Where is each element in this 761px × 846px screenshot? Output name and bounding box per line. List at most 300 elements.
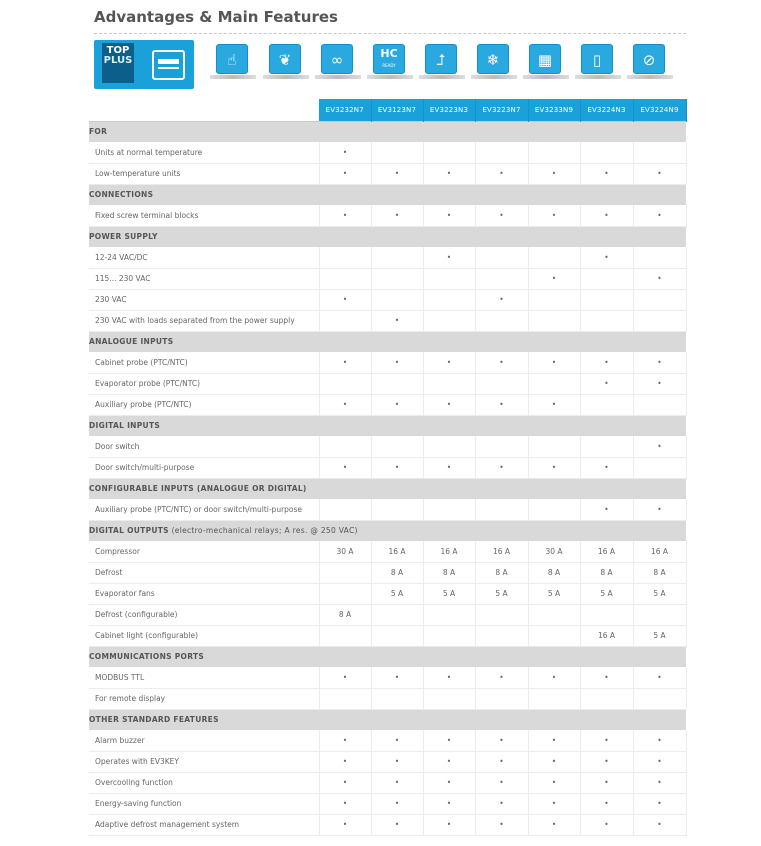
table-row (89, 730, 686, 751)
table-cell (580, 352, 633, 373)
table-row (89, 541, 686, 562)
table-cell (528, 667, 580, 688)
energy-saving-icon[interactable]: ❦ (269, 44, 301, 74)
features-table (89, 99, 687, 836)
modbus-icon[interactable]: ▦ (529, 44, 561, 74)
table-cell (475, 268, 528, 289)
table-cell (580, 793, 633, 814)
model-header: EV3233N9 (528, 99, 580, 121)
section-title-text: DIGITAL OUTPUTS (89, 526, 169, 536)
bullet-mark: • (394, 778, 400, 787)
bullet-mark: • (499, 357, 504, 367)
bullet-mark: • (604, 757, 609, 766)
table-cell (319, 373, 371, 394)
bullet-mark: • (551, 400, 557, 409)
table-row (89, 499, 686, 520)
current-rating: 8 A (338, 610, 352, 619)
table-cell (633, 436, 686, 457)
section-subtitle: (electro-mechanical relays; A res. @ 250 VAC) (168, 526, 358, 536)
current-rating: 30 A (336, 546, 354, 556)
bullet-mark: • (342, 672, 348, 682)
bullet-mark: • (446, 400, 452, 409)
current-rating: 5 A (442, 589, 456, 598)
table-cell (528, 688, 580, 709)
table-cell (475, 604, 528, 625)
table-cell (475, 373, 528, 394)
bullet-mark: • (604, 672, 609, 682)
table-cell (423, 289, 475, 310)
model-header-row (89, 99, 686, 121)
table-row (89, 772, 686, 793)
bullet-mark: • (604, 252, 609, 262)
bullet-mark: • (604, 357, 609, 367)
bullet-mark: • (394, 735, 400, 745)
table-cell (633, 163, 686, 184)
bullet-mark: • (657, 357, 662, 367)
table-cell (633, 268, 686, 289)
table-cell (528, 394, 580, 415)
table-cell (528, 373, 580, 394)
table-row (89, 352, 686, 373)
table-cell (423, 814, 475, 835)
section-header-row (89, 331, 686, 352)
table-cell (371, 352, 423, 373)
table-cell (423, 688, 475, 709)
table-cell (371, 667, 423, 688)
current-rating: 5 A (390, 589, 404, 598)
table-cell (528, 205, 580, 226)
table-cell (371, 562, 423, 583)
table-cell (633, 205, 686, 226)
table-cell (423, 352, 475, 373)
table-cell (475, 751, 528, 772)
table-cell (319, 499, 371, 520)
table-cell (371, 688, 423, 709)
table-cell (633, 730, 686, 751)
bullet-mark: • (657, 210, 662, 220)
row-label: MODBUS TTL (89, 667, 319, 688)
table-cell (528, 541, 580, 562)
section-header-row (89, 646, 686, 667)
table-cell (371, 814, 423, 835)
table-cell (319, 310, 371, 331)
table-cell (475, 352, 528, 373)
section-title (89, 184, 686, 205)
bullet-mark: • (604, 799, 609, 808)
bullet-mark: • (604, 463, 609, 472)
table-cell (423, 247, 475, 268)
table-cell (371, 163, 423, 184)
model-header: EV3123N7 (371, 99, 423, 121)
bullet-mark: • (499, 735, 504, 745)
bullet-mark: • (499, 295, 504, 304)
bullet-mark: • (446, 357, 452, 367)
table-cell (423, 772, 475, 793)
table-cell (633, 688, 686, 709)
table-cell (475, 499, 528, 520)
bullet-mark: • (394, 316, 400, 325)
bullet-mark: • (394, 463, 400, 472)
row-label: Cabinet light (configurable) (89, 625, 319, 646)
table-cell (319, 814, 371, 835)
table-cell (423, 373, 475, 394)
top-plus-line2: PLUS (103, 55, 133, 66)
hc-ready-icon[interactable] (373, 44, 405, 74)
bullet-mark: • (551, 169, 557, 178)
table-cell (580, 310, 633, 331)
table-cell (475, 793, 528, 814)
section-title-text: FOR (89, 127, 108, 137)
bullet-mark: • (657, 757, 662, 766)
table-row (89, 373, 686, 394)
table-cell (475, 163, 528, 184)
current-rating: 8 A (442, 568, 456, 577)
table-cell (633, 352, 686, 373)
table-cell (423, 793, 475, 814)
table-cell (475, 730, 528, 751)
table-cell (423, 268, 475, 289)
table-cell (528, 289, 580, 310)
section-title (89, 331, 686, 352)
table-cell (475, 310, 528, 331)
bullet-mark: • (446, 169, 452, 178)
bullet-mark: • (342, 400, 348, 409)
table-cell (475, 541, 528, 562)
current-rating: 5 A (653, 589, 666, 598)
model-header: EV3224N9 (633, 99, 686, 121)
table-cell (528, 730, 580, 751)
row-label: 12-24 VAC/DC (89, 247, 319, 268)
current-rating: 16 A (388, 546, 406, 556)
bullet-mark: • (657, 169, 662, 178)
bullet-mark: • (551, 799, 557, 808)
page-title: Advantages & Main Features (94, 8, 338, 26)
section-title-text: COMMUNICATIONS PORTS (89, 652, 205, 662)
current-rating: 16 A (440, 546, 458, 556)
table-cell (423, 751, 475, 772)
table-cell (319, 562, 371, 583)
model-header: EV3223N7 (475, 99, 528, 121)
bullet-mark: • (604, 735, 609, 745)
bullet-mark: • (342, 778, 348, 787)
bullet-mark: • (551, 778, 557, 787)
bullet-mark: • (499, 463, 504, 472)
bullet-mark: • (394, 757, 400, 766)
table-row (89, 310, 686, 331)
table-cell (528, 457, 580, 478)
table-cell (319, 667, 371, 688)
table-cell (319, 205, 371, 226)
table-cell (580, 142, 633, 163)
table-row (89, 436, 686, 457)
row-label: Evaporator fans (89, 583, 319, 604)
header-blank-cell (89, 99, 319, 121)
table-row (89, 793, 686, 814)
table-cell (319, 163, 371, 184)
section-title (89, 121, 686, 142)
bullet-mark: • (657, 799, 662, 808)
section-title (89, 415, 686, 436)
table-cell (371, 793, 423, 814)
table-cell (580, 772, 633, 793)
table-cell (580, 625, 633, 646)
table-cell (475, 289, 528, 310)
table-cell (580, 814, 633, 835)
bullet-mark: • (551, 735, 557, 745)
table-cell (580, 562, 633, 583)
table-cell (319, 352, 371, 373)
bullet-mark: • (394, 169, 400, 178)
row-label: Compressor (89, 541, 319, 562)
table-cell (528, 310, 580, 331)
bullet-mark: • (446, 778, 452, 787)
table-cell (319, 457, 371, 478)
table-cell (423, 142, 475, 163)
table-cell (580, 394, 633, 415)
table-cell (371, 625, 423, 646)
bullet-mark: • (657, 379, 662, 388)
table-cell (423, 562, 475, 583)
table-cell (633, 142, 686, 163)
table-cell (528, 142, 580, 163)
bullet-mark: • (446, 672, 452, 682)
model-header: EV3224N3 (580, 99, 633, 121)
bullet-mark: • (604, 778, 609, 787)
table-cell (423, 457, 475, 478)
bullet-mark: • (604, 169, 609, 178)
table-cell (371, 247, 423, 268)
bullet-mark: • (657, 778, 662, 787)
bullet-mark: • (551, 274, 557, 283)
table-cell (633, 373, 686, 394)
features-table-body (89, 121, 686, 835)
table-cell (319, 394, 371, 415)
table-cell (633, 583, 686, 604)
bullet-mark: • (342, 820, 348, 829)
feature-icon-bar (94, 40, 686, 90)
table-cell (633, 247, 686, 268)
bullet-mark: • (551, 210, 557, 220)
table-cell (371, 394, 423, 415)
table-cell (475, 394, 528, 415)
table-cell (371, 373, 423, 394)
table-cell (633, 289, 686, 310)
bullet-mark: • (394, 820, 400, 829)
bullet-mark: • (446, 757, 452, 766)
section-header-row (89, 121, 686, 142)
table-cell (633, 541, 686, 562)
table-cell (580, 163, 633, 184)
row-label: Defrost (configurable) (89, 604, 319, 625)
table-cell (528, 751, 580, 772)
section-header-row (89, 226, 686, 247)
table-row (89, 163, 686, 184)
bullet-mark: • (499, 400, 504, 409)
bullet-mark: • (446, 735, 452, 745)
row-label: Adaptive defrost management system (89, 814, 319, 835)
bullet-mark: • (499, 757, 504, 766)
table-cell (423, 625, 475, 646)
table-cell (528, 583, 580, 604)
table-cell (633, 625, 686, 646)
table-cell (371, 310, 423, 331)
table-cell (580, 604, 633, 625)
table-cell (580, 247, 633, 268)
bullet-mark: • (342, 799, 348, 808)
table-cell (528, 352, 580, 373)
row-label: Evaporator probe (PTC/NTC) (89, 373, 319, 394)
bullet-mark: • (657, 441, 662, 451)
row-label: For remote display (89, 688, 319, 709)
table-cell (528, 163, 580, 184)
table-cell (423, 667, 475, 688)
top-plus-line1: TOP (106, 45, 130, 56)
table-cell (475, 625, 528, 646)
table-cell (319, 247, 371, 268)
section-title-text: DIGITAL INPUTS (89, 421, 161, 431)
table-cell (423, 730, 475, 751)
table-cell (423, 499, 475, 520)
section-title-text: OTHER STANDARD FEATURES (89, 715, 219, 725)
table-cell (528, 772, 580, 793)
output-arrow-icon[interactable]: ⮥ (425, 44, 457, 74)
table-cell (580, 751, 633, 772)
table-cell (319, 541, 371, 562)
bullet-mark: • (657, 274, 662, 283)
table-cell (633, 667, 686, 688)
row-label: Door switch (89, 436, 319, 457)
table-cell (319, 583, 371, 604)
table-cell (475, 583, 528, 604)
current-rating: 16 A (492, 546, 511, 556)
bullet-mark: • (499, 799, 504, 808)
bullet-mark: • (657, 504, 662, 514)
table-cell (580, 289, 633, 310)
row-label: Energy-saving function (89, 793, 319, 814)
table-cell (528, 268, 580, 289)
table-cell (528, 499, 580, 520)
bullet-mark: • (394, 210, 400, 220)
touch-icon[interactable]: ☝ (216, 44, 248, 74)
table-cell (319, 688, 371, 709)
table-cell (371, 541, 423, 562)
current-rating: 16 A (650, 546, 669, 556)
table-cell (633, 394, 686, 415)
table-cell (528, 625, 580, 646)
row-label: Units at normal temperature (89, 142, 319, 163)
table-cell (475, 457, 528, 478)
table-row (89, 625, 686, 646)
table-cell (633, 499, 686, 520)
table-cell (371, 499, 423, 520)
table-cell (371, 289, 423, 310)
table-cell (371, 268, 423, 289)
table-cell (319, 772, 371, 793)
table-cell (633, 562, 686, 583)
table-cell (528, 604, 580, 625)
table-cell (423, 541, 475, 562)
row-label: Cabinet probe (PTC/NTC) (89, 352, 319, 373)
table-cell (580, 541, 633, 562)
current-rating: 5 A (653, 631, 666, 640)
bullet-mark: • (342, 147, 348, 157)
defrost-icon[interactable]: ❄ (477, 44, 509, 74)
table-cell (371, 205, 423, 226)
row-label: Fixed screw terminal blocks (89, 205, 319, 226)
section-title-text: POWER SUPPLY (89, 232, 158, 242)
table-cell (371, 772, 423, 793)
table-row (89, 142, 686, 163)
table-row (89, 751, 686, 772)
section-title (89, 478, 686, 499)
table-cell (475, 142, 528, 163)
table-cell (371, 457, 423, 478)
top-plus-badge[interactable] (94, 40, 194, 89)
table-cell (423, 394, 475, 415)
table-cell (423, 583, 475, 604)
top-plus-label (103, 46, 133, 66)
bullet-mark: • (551, 820, 557, 829)
table-cell (371, 730, 423, 751)
section-title (89, 709, 686, 730)
table-row (89, 268, 686, 289)
section-title-text: ANALOGUE INPUTS (89, 337, 174, 347)
row-label: Door switch/multi-purpose (89, 457, 319, 478)
title-divider (94, 33, 686, 34)
table-row (89, 457, 686, 478)
section-header-row (89, 520, 686, 541)
row-label: Alarm buzzer (89, 730, 319, 751)
table-row (89, 289, 686, 310)
bullet-mark: • (446, 820, 452, 829)
section-title (89, 520, 686, 541)
hc-sub-label: READY (382, 63, 396, 68)
table-cell (580, 268, 633, 289)
bullet-mark: • (604, 820, 609, 829)
table-cell (528, 436, 580, 457)
table-cell (475, 688, 528, 709)
table-cell (319, 751, 371, 772)
bullet-mark: • (342, 210, 348, 220)
probe-icon[interactable]: ⊘ (633, 44, 665, 74)
table-cell (633, 814, 686, 835)
section-header-row (89, 184, 686, 205)
row-label: Auxiliary probe (PTC/NTC) (89, 394, 319, 415)
table-row (89, 562, 686, 583)
current-rating: 8 A (495, 568, 508, 577)
table-cell (371, 604, 423, 625)
bullet-mark: • (446, 799, 452, 808)
current-rating: 16 A (597, 546, 616, 556)
link-icon[interactable]: ∞ (321, 44, 353, 74)
table-cell (423, 310, 475, 331)
bullet-mark: • (342, 735, 348, 745)
current-rating: 5 A (547, 589, 561, 598)
bullet-mark: • (446, 463, 452, 472)
row-label: Operates with EV3KEY (89, 751, 319, 772)
bullet-mark: • (657, 735, 662, 745)
key-icon[interactable]: ▯ (581, 44, 613, 74)
table-cell (423, 604, 475, 625)
table-cell (528, 562, 580, 583)
bullet-mark: • (657, 672, 662, 682)
table-cell (371, 142, 423, 163)
current-rating: 8 A (390, 568, 404, 577)
controller-icon (152, 50, 185, 80)
table-cell (580, 205, 633, 226)
bullet-mark: • (551, 757, 557, 766)
table-cell (580, 730, 633, 751)
